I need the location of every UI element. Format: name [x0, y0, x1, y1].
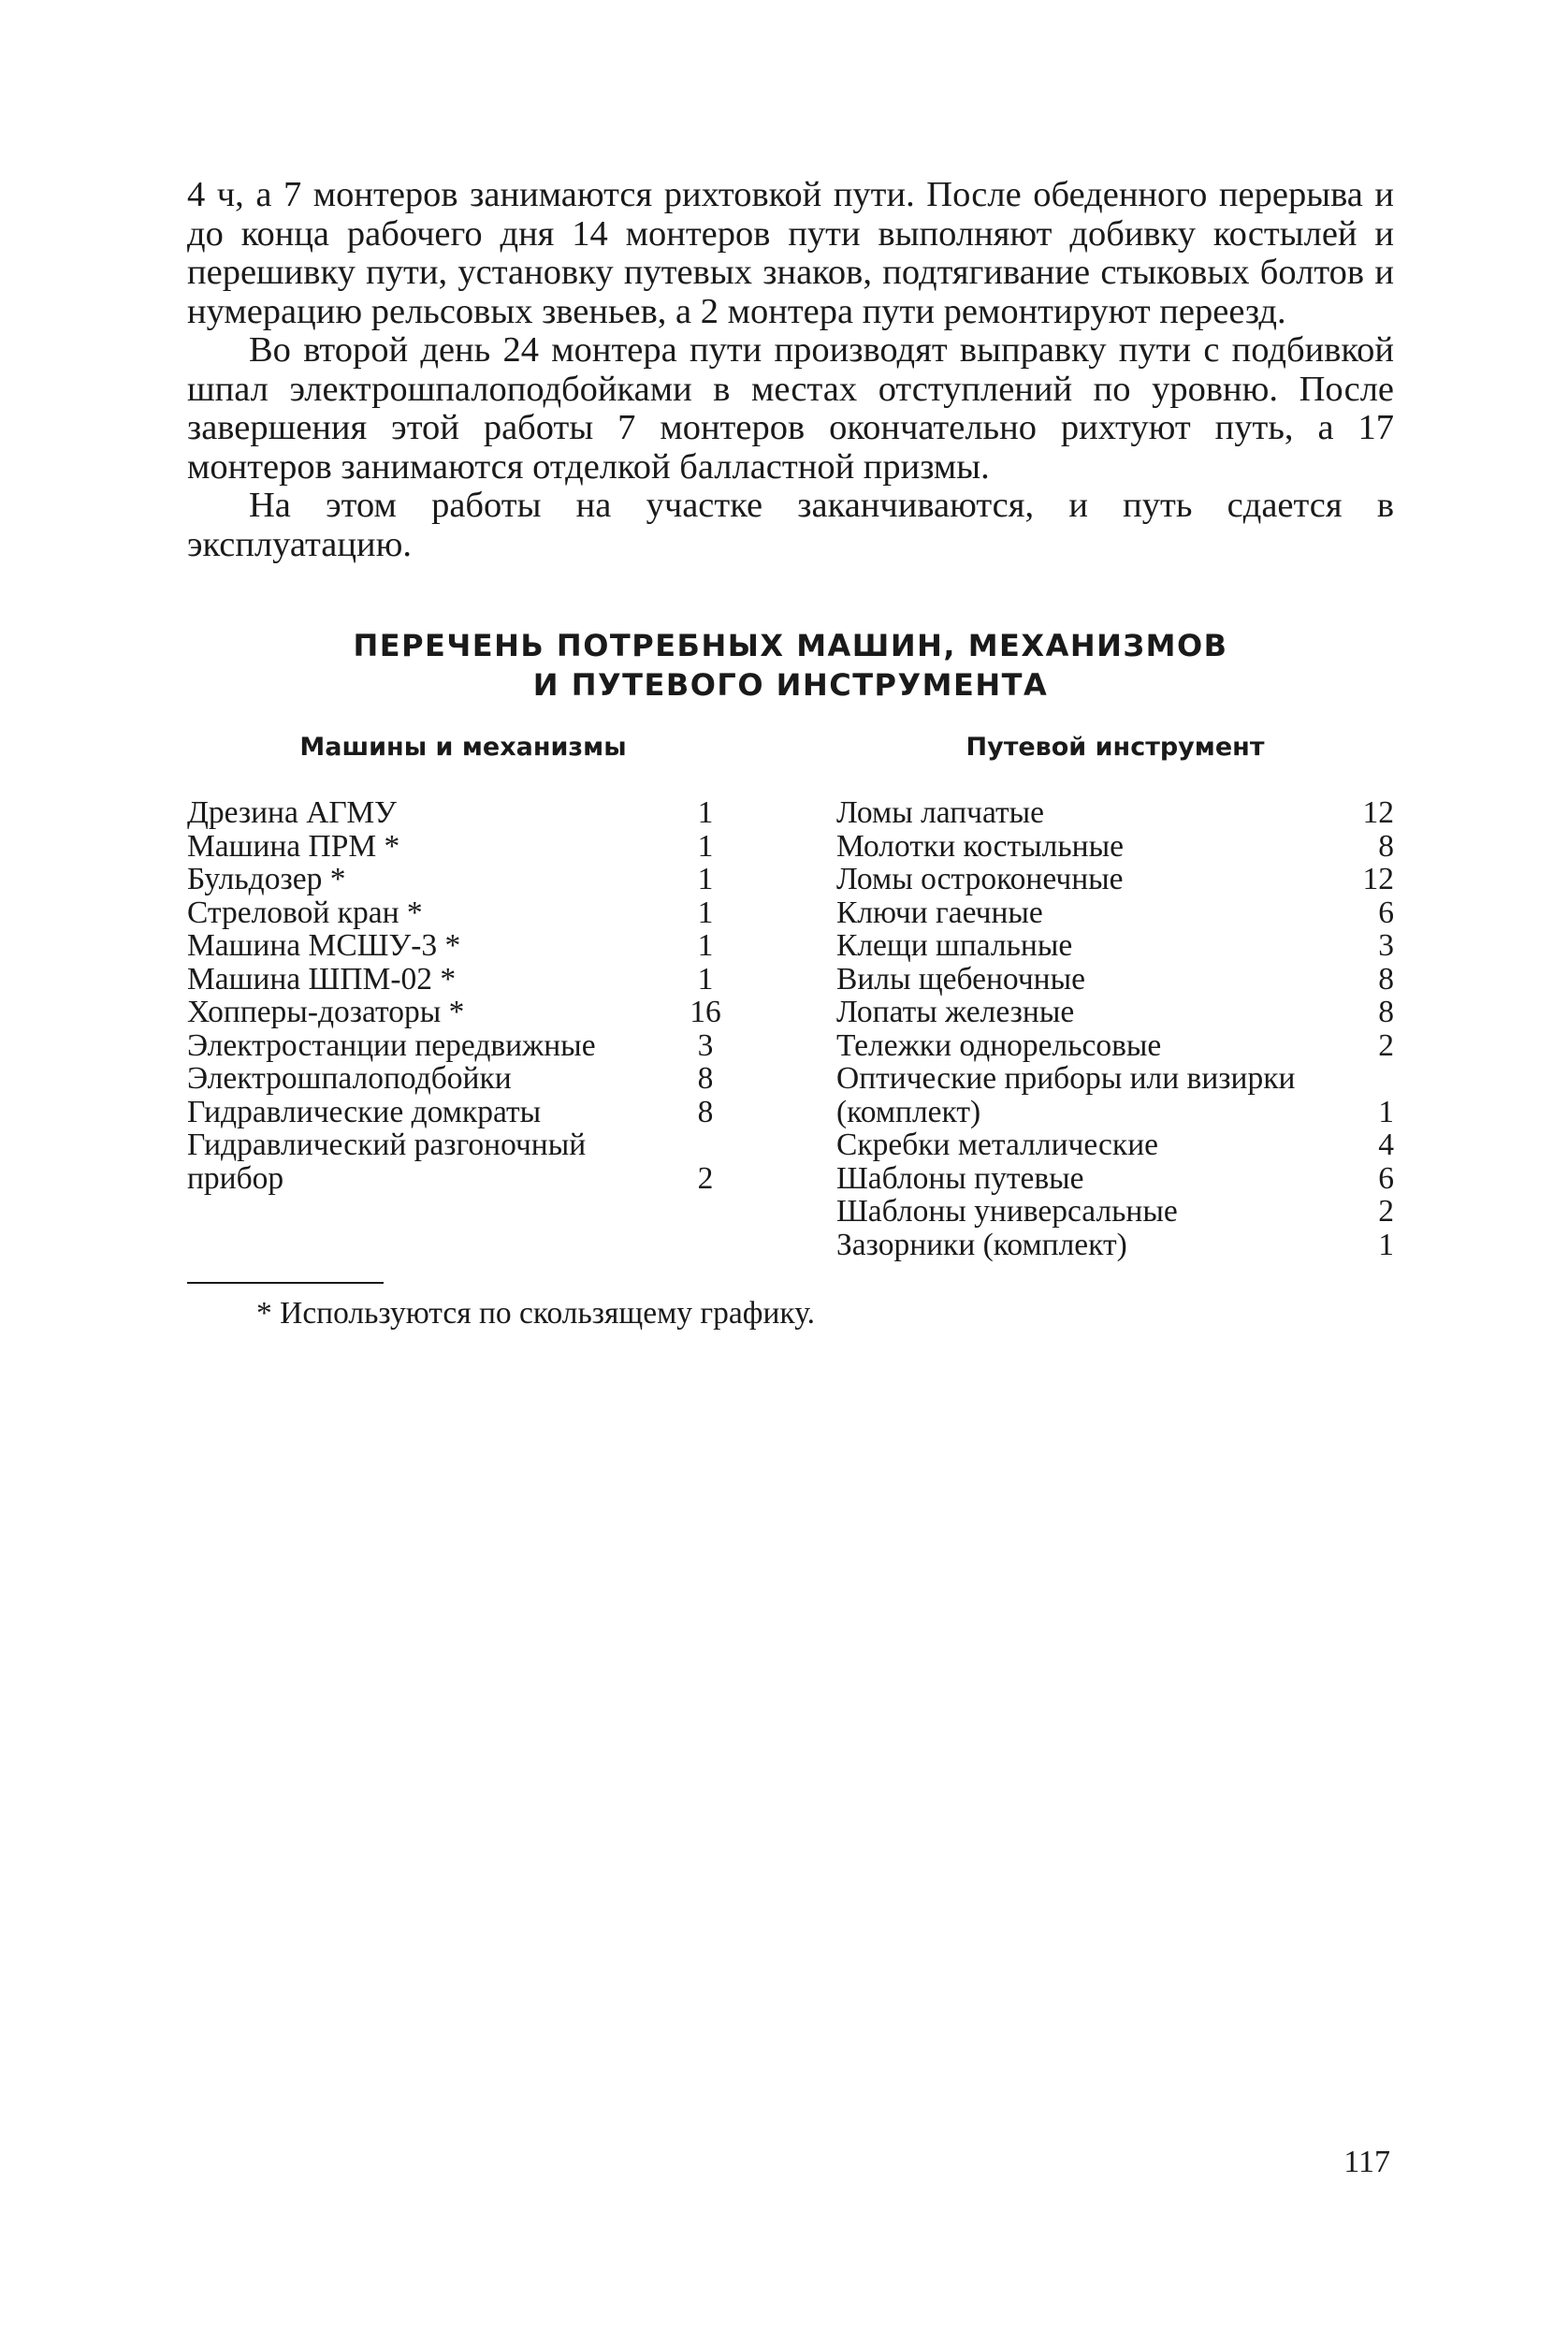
list-item	[187, 929, 739, 963]
list-item	[836, 1229, 1394, 1262]
list-item	[187, 1062, 739, 1096]
item-quantity: 2	[1378, 1194, 1394, 1229]
equipment-lists	[187, 731, 1394, 1261]
list-item	[187, 796, 739, 830]
list-item	[187, 996, 739, 1029]
list-item	[836, 830, 1394, 864]
item-quantity: 4	[1378, 1128, 1394, 1162]
item-quantity: 1	[1378, 1094, 1394, 1129]
item-name: Вилы щебеночные	[836, 961, 1085, 997]
body-paragraph-2: Во второй день 24 монтера пути производят выправку пути с подбивкой шпал электрошпалоподбойками в местах отступлений по уровню. После завершения этой работы 7 монтеров окончательно рихтуют путь, а 17 монтеров занимаются отделкой балластной призмы.	[187, 330, 1394, 487]
item-name: Хопперы-дозаторы *	[187, 995, 465, 1029]
item-quantity: 1	[697, 828, 714, 864]
tools-title: Путевой инструмент	[965, 733, 1265, 762]
item-name: Стреловой кран *	[187, 895, 423, 930]
item-quantity: 12	[1362, 862, 1394, 896]
machines-list	[187, 796, 739, 1195]
item-quantity: 8	[697, 1061, 714, 1096]
item-name: Машина ШПМ-02 *	[187, 961, 457, 997]
tools-column	[836, 731, 1394, 1261]
list-item	[836, 1062, 1394, 1128]
item-quantity: 6	[1378, 895, 1394, 930]
item-name: Зазорники (комплект)	[836, 1227, 1127, 1262]
list-item	[836, 963, 1394, 997]
item-quantity: 6	[1378, 1160, 1394, 1196]
item-name: Лопаты железные	[836, 995, 1075, 1029]
item-name: Электростанции передвижные	[187, 1027, 596, 1063]
list-item	[187, 963, 739, 997]
body-paragraph-3: На этом работы на участке заканчиваются, и путь сдается в эксплуатацию.	[187, 486, 1394, 564]
item-name: Ломы остроконечные	[836, 862, 1124, 896]
machines-column	[187, 731, 739, 1261]
list-item	[836, 1162, 1394, 1196]
footnote: * Используются по скользящему графику.	[256, 1296, 815, 1331]
item-name: Оптические приборы или визирки (комплект)	[836, 1061, 1296, 1129]
item-name: Молотки костыльные	[836, 828, 1124, 864]
item-quantity: 1	[697, 895, 714, 930]
page-number: 117	[1343, 2145, 1390, 2179]
item-name: Тележки однорельсовые	[836, 1027, 1162, 1063]
item-quantity: 12	[1362, 795, 1394, 830]
item-quantity: 8	[1378, 828, 1394, 864]
list-item	[836, 863, 1394, 896]
list-item	[187, 1096, 739, 1129]
item-quantity: 16	[690, 995, 721, 1029]
list-item	[187, 830, 739, 864]
list-item	[836, 896, 1394, 930]
item-name: Дрезина АГМУ	[187, 795, 397, 830]
item-name: Шаблоны путевые	[836, 1160, 1084, 1196]
item-name: Гидравлические домкраты	[187, 1094, 542, 1129]
list-item	[836, 796, 1394, 830]
item-quantity: 8	[697, 1094, 714, 1129]
list-item	[187, 1029, 739, 1063]
list-item	[836, 929, 1394, 963]
item-name: Шаблоны универсальные	[836, 1194, 1178, 1229]
item-name: Гидравлический разгоночный прибор	[187, 1128, 587, 1196]
item-quantity: 8	[1378, 961, 1394, 997]
item-quantity: 2	[697, 1160, 714, 1196]
machines-title: Машины и механизмы	[299, 733, 627, 762]
page-content	[187, 176, 1394, 1332]
section-heading-line-2: И ПУТЕВОГО ИНСТРУМЕНТА	[532, 667, 1049, 703]
section-heading-line-1: ПЕРЕЧЕНЬ ПОТРЕБНЫХ МАШИН, МЕХАНИЗМОВ	[353, 628, 1228, 663]
list-item	[187, 896, 739, 930]
item-name: Клещи шпальные	[836, 928, 1073, 963]
list-item	[187, 863, 739, 896]
item-quantity: 3	[1378, 928, 1394, 963]
item-quantity: 8	[1378, 995, 1394, 1029]
item-quantity: 3	[697, 1027, 714, 1063]
item-name: Машина ПРМ *	[187, 828, 400, 864]
list-item	[836, 1029, 1394, 1063]
list-item	[836, 1195, 1394, 1229]
item-quantity: 1	[697, 961, 714, 997]
item-name: Ломы лапчатые	[836, 795, 1045, 830]
list-item	[836, 1128, 1394, 1162]
list-item	[836, 996, 1394, 1029]
item-name: Бульдозер *	[187, 862, 346, 896]
body-paragraph-1: 4 ч, а 7 монтеров занимаются рихтовкой пути. После обеденного перерыва и до конца рабочего дня 14 монтеров пути выполняют добивку костылей и перешивку пути, установку путевых знаков, подтягивание стыковых болтов и нумерацию рельсовых звеньев, а 2 монтера пути ремонтируют переезд.	[187, 175, 1394, 331]
item-name: Скребки металлические	[836, 1128, 1158, 1162]
item-quantity: 1	[1378, 1227, 1394, 1262]
item-quantity: 1	[697, 795, 714, 830]
item-name: Электрошпалоподбойки	[187, 1061, 512, 1096]
list-item	[187, 1128, 739, 1195]
item-name: Ключи гаечные	[836, 895, 1043, 930]
item-quantity: 1	[697, 862, 714, 896]
item-name: Машина МСШУ-3 *	[187, 928, 461, 963]
footnote-divider	[187, 1282, 384, 1284]
section-heading	[187, 626, 1394, 705]
item-quantity: 2	[1378, 1027, 1394, 1063]
tools-list	[836, 796, 1394, 1261]
item-quantity: 1	[697, 928, 714, 963]
